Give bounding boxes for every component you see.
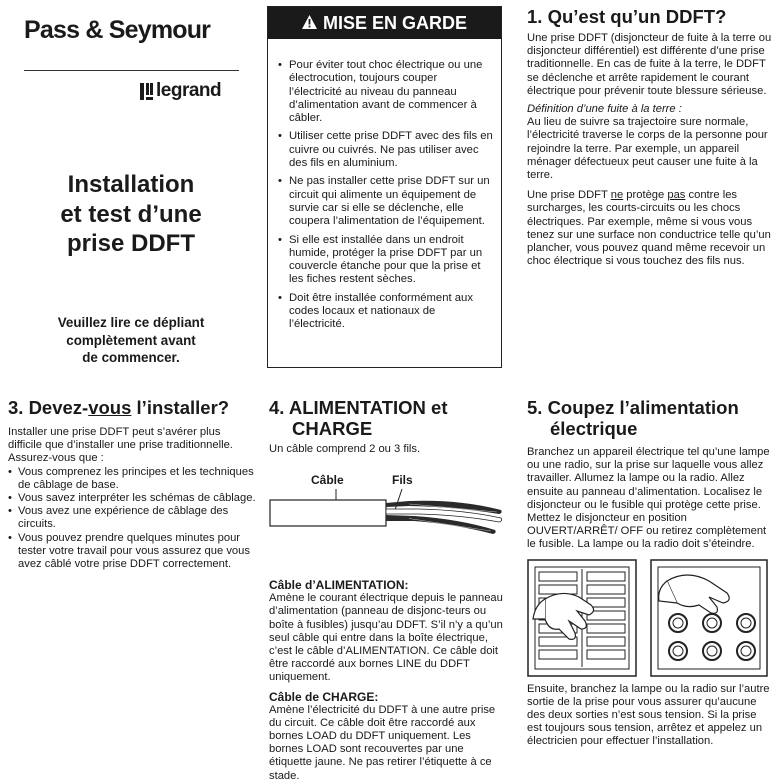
section-4-title-line: 4. ALIMENTATION et: [269, 397, 448, 418]
section-5-title-line: 5. Coupez l’alimentation: [527, 397, 739, 418]
section-3-assure: Assurez-vous que :: [8, 452, 104, 465]
definition-label: Définition d’une fuite à la terre :: [527, 103, 682, 116]
document-title: [26, 170, 236, 259]
title-line: et test d’une: [60, 200, 202, 228]
title-line: Installation: [67, 171, 195, 198]
brand-divider: [24, 70, 239, 71]
section-5-text: Branchez un appareil électrique tel qu’une lampe ou une radio, sur la prise sur laquelle vous allez travailler. Allumez la lampe ou la radio. Allez ensuite au panneau d’alimentation. Localisez le disjoncteur ou le fusible qui protège cette prise. Mettez le disjoncteur en position OUVERT/ARRÊT/ OFF ou retirez complètement le fusible. La lampe ou la radio doit s’éteindre.: [527, 446, 770, 551]
cable-diagram: [269, 456, 505, 544]
section-3-title-part: 3. Devez-: [8, 397, 89, 418]
legrand-logo-icon: [140, 83, 153, 100]
line-cable-text: Amène le courant électrique depuis le panneau d’alimentation (panneau de disjonc-teurs ou boîte à fusibles) jusqu’au DDFT. S’il n’y a qu’un seul câble qui entre dans la boîte électrique, c’est le câble d’ALIMENTATION. Ce câble doit être raccordé aux bornes LINE du DDFT uniquement.: [269, 592, 503, 684]
warning-title: MISE EN GARDE: [322, 12, 468, 33]
protection-text: Une prise DDFT: [527, 189, 611, 202]
load-cable-text: Amène l’électricité du DDFT à une autre prise du circuit. Ce câble doit être raccordé aux bornes LOAD du DDFT uniquement. Les bornes LOAD sont recouvertes par une étiquette jaune. Ne pas retirer l’étiquette à ce stade.: [269, 703, 496, 782]
section-what-is-ddft: [527, 6, 775, 268]
section-3-intro: Installer une prise DDFT peut s’avérer plus difficile que d’installer une prise traditionnelle.: [8, 426, 233, 452]
section-1-intro: Une prise DDFT (disjoncteur de fuite à la terre ou disjoncteur différentiel) est différente d’une prise traditionnelle. En cas de fuite à la terre, le DDFT se déclenche et arrête rapidement le courant électrique pour prévenir toute blessure sérieuse.: [527, 32, 772, 97]
line-cable-title: Câble d’ALIMENTATION:: [269, 578, 409, 593]
protection-text: protège: [623, 189, 668, 202]
section-4-title: [269, 397, 505, 439]
wires-label: Fils: [392, 473, 413, 488]
panel-illustration: [527, 559, 769, 677]
section-5-title: [527, 397, 773, 439]
checklist-item: • Vous avez une expérience de câblage des circuits.: [8, 505, 257, 531]
section-5-followup: Ensuite, branchez la lampe ou la radio sur l’autre sortie de la prise pour vous assurer qu’aucune des deux sorties n’est sous tension. Si la prise est toujours sous tension, arrêtez et appelez un électricien pour effectuer l’installation.: [527, 682, 770, 748]
cable-illustration: [269, 488, 505, 544]
section-4-intro: Un câble comprend 2 ou 3 fils.: [269, 443, 421, 455]
warning-list: [268, 39, 501, 332]
section-line-and-load: [269, 397, 505, 783]
warning-item: • Pour éviter tout choc électrique ou une électrocution, toujours couper l’électricité au niveau du panneau d’alimentation avant de commencer à câbler.: [278, 59, 493, 125]
protection-text: contre les surcharges, les courts-circuits ou les chocs électriques. Par exemple, même si vous vous tenez sur une surface non conductrice telle qu’un plancher, vous pouvez quand même recevoir un choc électrique si vous touchez des fils nus.: [527, 189, 771, 268]
section-5-title-line: électrique: [550, 418, 638, 439]
section-3-title-part: l’installer?: [131, 397, 230, 418]
cable-label: Câble: [311, 473, 344, 488]
checklist-item: • Vous pouvez prendre quelques minutes pour tester votre travail pour vous assurez que vous avez câblé votre prise DDFT correctement.: [8, 532, 257, 572]
section-3-title-emphasis: vous: [88, 397, 132, 418]
section-4-title-line: CHARGE: [292, 418, 373, 439]
read-first-line: de commencer.: [82, 350, 180, 365]
warning-triangle-icon: [302, 13, 317, 34]
definition-text: Au lieu de suivre sa trajectoire sure normale, l’électricité traverse le corps de la personne pour rejoindre la terre. Par exemple, un appareil ménager défectueux peut causer une fuite à la terre.: [527, 116, 768, 182]
section-3-title: [8, 397, 257, 418]
read-first-line: complètement avant: [66, 332, 196, 348]
section-1-title: 1. Qu’est qu’un DDFT?: [527, 6, 727, 27]
warning-box: [267, 6, 502, 368]
warning-item: • Doit être installée conformément aux codes locaux et nationaux de l’électricité.: [278, 292, 493, 332]
checklist-item: • Vous comprenez les principes et les techniques de câblage de base.: [8, 466, 257, 492]
warning-item: • Ne pas installer cette prise DDFT sur un circuit qui alimente un équipement de survie car si elle se déclenche, elle coupera l’alimentation de l’équipement.: [278, 175, 493, 228]
section-3-checklist: [8, 466, 257, 572]
read-first-note: [26, 314, 236, 367]
warning-header: [268, 7, 501, 39]
legrand-logo: [140, 80, 221, 102]
protection-note: [527, 189, 775, 268]
read-first-line: Veuillez lire ce dépliant: [57, 315, 205, 330]
warning-item: • Si elle est installée dans un endroit humide, protéger la prise DDFT par un couvercle étanche pour que la prise et les fiches restent sèches.: [278, 234, 493, 287]
warning-item: • Utiliser cette prise DDFT avec des fils en cuivre ou cuivrés. Ne pas utiliser avec des fils en aluminium.: [278, 130, 493, 170]
protection-ne: ne: [610, 189, 624, 202]
checklist-item: • Vous savez interpréter les schémas de câblage.: [8, 492, 257, 505]
section-should-you-install: [8, 397, 257, 571]
protection-pas: pas: [667, 189, 686, 202]
load-cable-title: Câble de CHARGE:: [269, 689, 379, 704]
legrand-wordmark: legrand: [156, 80, 222, 101]
brand-name: Pass & Seymour: [24, 16, 211, 44]
section-turn-off-power: [527, 397, 773, 749]
title-line: prise DDFT: [66, 230, 195, 257]
